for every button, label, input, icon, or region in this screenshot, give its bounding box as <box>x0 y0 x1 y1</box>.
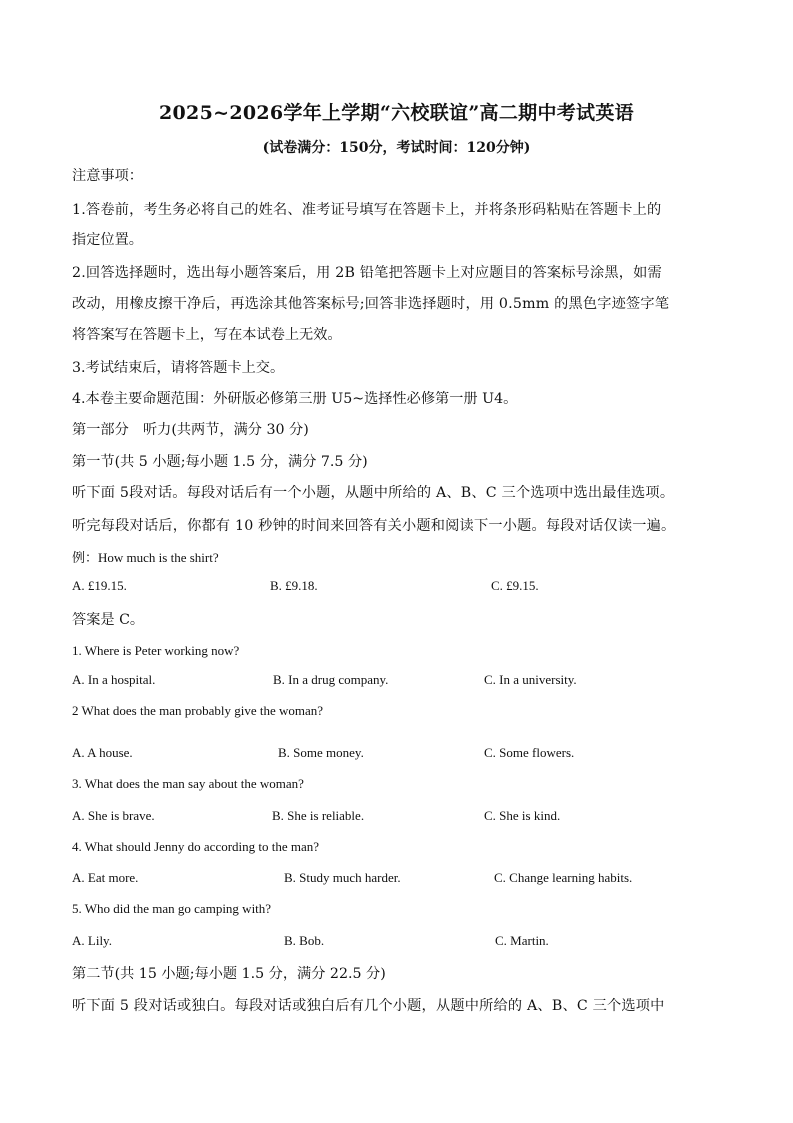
exam-title: 2025~2026学年上学期“六校联谊”高二期中考试英语 <box>159 102 634 124</box>
section-2-heading: 第二节(共 15 小题;每小题 1.5 分，满分 22.5 分) <box>72 966 386 982</box>
note-4: 4.本卷主要命题范围：外研版必修第三册 U5~选择性必修第一册 U4。 <box>72 391 518 407</box>
question-5-option-b: B. Bob. <box>284 933 325 948</box>
section-1-instructions-line-1: 听下面 5段对话。每段对话后有一个小题，从题中所给的 A、B、C 三个选项中选出最佳选项。 <box>72 485 675 501</box>
question-2-option-c: C. Some flowers. <box>484 745 575 760</box>
question-4: 4. What should Jenny do according to the man? <box>72 839 320 854</box>
question-4-option-b: B. Study much harder. <box>284 870 401 885</box>
question-5-option-c: C. Martin. <box>495 933 549 948</box>
section-1-instructions-line-2: 听完每段对话后，你都有 10 秒钟的时间来回答有关小题和阅读下一小题。每段对话仅读一遍。 <box>72 518 676 534</box>
example-option-a: A. £19.15. <box>72 578 127 593</box>
example-answer: 答案是 C。 <box>72 612 145 628</box>
part-1-heading: 第一部分 听力(共两节，满分 30 分) <box>72 422 309 438</box>
question-4-option-c: C. Change learning habits. <box>494 870 633 885</box>
question-3-option-a: A. She is brave. <box>72 808 155 823</box>
note-1-line-2: 指定位置。 <box>72 232 143 248</box>
question-4-option-a: A. Eat more. <box>72 870 139 885</box>
note-2-line-1: 2.回答选择题时，选出每小题答案后，用 2B 铅笔把答题卡上对应题目的答案标号涂黑，如需 <box>72 265 662 281</box>
question-1-option-a: A. In a hospital. <box>72 672 156 687</box>
note-1-line-1: 1.答卷前，考生务必将自己的姓名、准考证号填写在答题卡上，并将条形码粘贴在答题卡上的 <box>72 202 662 218</box>
question-1-option-b: B. In a drug company. <box>273 672 389 687</box>
question-5: 5. Who did the man go camping with? <box>72 901 272 916</box>
question-5-option-a: A. Lily. <box>72 933 112 948</box>
question-3-option-b: B. She is reliable. <box>272 808 365 823</box>
question-2-option-b: B. Some money. <box>278 745 364 760</box>
question-1: 1. Where is Peter working now? <box>72 643 240 658</box>
section-1-heading: 第一节(共 5 小题;每小题 1.5 分，满分 7.5 分) <box>72 454 368 470</box>
exam-subtitle: (试卷满分：150分，考试时间：120分钟) <box>262 140 531 156</box>
section-2-instructions-line-1: 听下面 5 段对话或独白。每段对话或独白后有几个小题，从题中所给的 A、B、C 三个选项中 <box>72 998 665 1014</box>
question-3: 3. What does the man say about the woman? <box>72 776 304 791</box>
question-2: 2 What does the man probably give the woman? <box>72 703 324 718</box>
note-3: 3.考试结束后，请将答题卡上交。 <box>72 360 285 376</box>
note-2-line-3: 将答案写在答题卡上，写在本试卷上无效。 <box>72 327 342 343</box>
question-3-option-c: C. She is kind. <box>484 808 561 823</box>
example-option-c: C. £9.15. <box>491 578 539 593</box>
question-1-option-c: C. In a university. <box>484 672 577 687</box>
example-question: 例：How much is the shirt? <box>72 550 219 565</box>
note-2-line-2: 改动，用橡皮擦干净后，再选涂其他答案标号;回答非选择题时，用 0.5mm 的黑色字迹签字笔 <box>72 296 670 312</box>
question-2-option-a: A. A house. <box>72 745 133 760</box>
notes-heading: 注意事项： <box>72 168 143 184</box>
example-option-b: B. £9.18. <box>270 578 318 593</box>
